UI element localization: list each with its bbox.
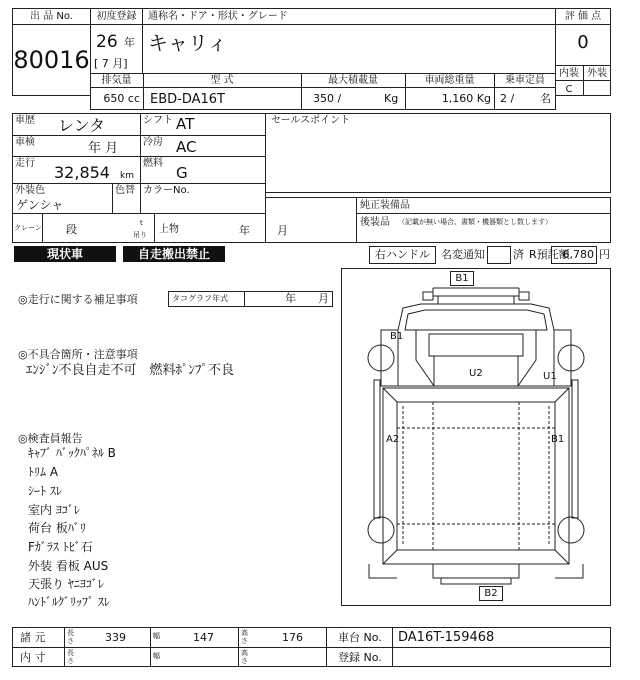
history-label: 車歴 xyxy=(15,115,35,126)
steering-value: 右ハンドル xyxy=(375,248,430,261)
inspector-line: 室内 ﾖｺﾞﾚ xyxy=(28,503,80,517)
mileage-value: 32,854 xyxy=(54,163,110,182)
score-value: 0 xyxy=(577,32,589,53)
height-label: 高さ xyxy=(241,629,248,645)
inspector-line: 外装 看板 AUS xyxy=(28,559,109,573)
displacement-value: 650 cc xyxy=(103,92,140,105)
recycle-label: R預託額 xyxy=(529,248,570,261)
inspector-line: ｷｬﾌﾞ ﾊﾞｯｸﾊﾟﾈﾙ B xyxy=(28,446,116,460)
dimensions-label: 諸 元 xyxy=(20,631,46,644)
first-registration-year: 26 xyxy=(96,32,118,52)
chassis-label: 車台 No. xyxy=(338,631,382,644)
ac-value: AC xyxy=(176,138,197,156)
car-name-label: 通称名・ドア・形状・グレード xyxy=(148,11,288,22)
registration-label: 登録 No. xyxy=(338,651,382,664)
damage-code: U1 xyxy=(543,371,557,382)
tachograph-label: タコグラフ年式 xyxy=(172,294,228,303)
model-value: EBD-DA16T xyxy=(150,92,225,107)
as-is-badge: 現状車 xyxy=(14,246,116,262)
max-load-value: 350 / xyxy=(313,92,342,105)
crane-label: クレーン xyxy=(14,224,42,232)
model-label: 型 式 xyxy=(210,75,234,86)
mileage-label: 走行 xyxy=(15,158,35,169)
max-load-label: 最大積載量 xyxy=(328,75,378,86)
upper-month: 月 xyxy=(277,224,288,237)
interior-grade: C xyxy=(565,84,573,95)
crane-steps: 段 xyxy=(66,223,77,236)
length-value: 339 xyxy=(105,631,126,644)
sales-point-label: セールスポイント xyxy=(271,115,351,126)
width-value: 147 xyxy=(193,631,214,644)
damage-code: B1 xyxy=(551,434,565,445)
upper-year: 年 xyxy=(239,224,250,237)
recycle-amount: 6,780 xyxy=(562,248,594,261)
inspection-value: 年 月 xyxy=(88,141,119,156)
first-registration-month: [ 7 月] xyxy=(94,57,128,70)
history-value: レンタ xyxy=(58,116,105,135)
first-registration-label: 初度登録 xyxy=(96,11,137,22)
max-load-unit: Kg xyxy=(384,92,399,105)
damage-code: A2 xyxy=(386,434,400,445)
inner-length-label: 長さ xyxy=(67,649,74,665)
damage-code: B2 xyxy=(484,588,498,599)
inspector-line: ﾊﾝﾄﾞﾙｸﾞﾘｯﾌﾟ ｽﾚ xyxy=(28,595,110,609)
gross-weight-value: 1,160 Kg xyxy=(441,92,491,105)
name-change-label: 名変通知 xyxy=(441,248,485,261)
inspection-label: 車検 xyxy=(15,137,35,148)
shift-label: シフト xyxy=(143,115,173,126)
inner-height-label: 高さ xyxy=(241,649,248,665)
damage-code: U2 xyxy=(469,368,483,379)
inspector-line: 荷台 板ﾊﾞﾘ xyxy=(28,521,86,535)
details-grid xyxy=(12,113,266,243)
height-value: 176 xyxy=(282,631,303,644)
width-label: 幅 xyxy=(153,632,160,640)
year-unit: 年 xyxy=(124,36,135,49)
aftermarket-note: （記載が無い場合、書類・機器類とし数します） xyxy=(398,218,552,226)
inspector-line: 天張り ﾔﾆﾖｺﾞﾚ xyxy=(28,577,104,591)
rebate-label: 済 xyxy=(513,248,524,261)
length-label: 長さ xyxy=(67,629,74,645)
damage-code: B1 xyxy=(390,331,404,342)
color-number-label: カラーNo. xyxy=(143,185,190,196)
inner-width-label: 幅 xyxy=(153,652,160,660)
capacity-unit: 名 xyxy=(540,92,551,105)
inspector-line: Fｶﾞﾗｽ ﾄﾋﾞ石 xyxy=(28,540,93,554)
color-label: 外装色 xyxy=(15,185,45,196)
interior-label: 内装 xyxy=(559,68,579,79)
ac-label: 冷房 xyxy=(143,137,163,148)
car-name: キャリィ xyxy=(148,31,228,55)
inspector-line: ｼｰﾄ ｽﾚ xyxy=(28,484,62,498)
lot-number-label: 出 品 No. xyxy=(30,11,73,22)
shift-value: AT xyxy=(176,115,195,133)
score-label: 評 価 点 xyxy=(564,11,602,22)
aftermarket-label: 後装品 xyxy=(360,217,390,228)
displacement-label: 排気量 xyxy=(101,75,132,86)
name-change-check xyxy=(487,246,511,264)
exterior-label: 外装 xyxy=(587,68,607,79)
color-value: ゲンシャ xyxy=(16,198,64,212)
fuel-label: 燃料 xyxy=(143,158,163,169)
defects-text: ｴﾝｼﾞﾝ不良自走不可 燃料ﾎﾟﾝﾌﾟ不良 xyxy=(26,363,235,378)
recycle-unit: 円 xyxy=(599,248,610,261)
crane-tons: 吊り xyxy=(133,231,147,239)
inspector-report-title: ◎検査員報告 xyxy=(18,432,83,445)
tachograph-year: 年 xyxy=(285,292,296,305)
inner-dimensions-label: 内 寸 xyxy=(20,651,46,664)
defects-title: ◎不具合箇所・注意事項 xyxy=(18,348,138,361)
gross-weight-label: 車両総重量 xyxy=(424,75,475,86)
lot-number: 80016 xyxy=(13,46,90,74)
crane-tons-unit: t xyxy=(140,219,143,227)
inspector-line: ﾄﾘﾑ A xyxy=(28,465,59,479)
color-change-label: 色替 xyxy=(115,185,135,196)
driving-notes-title: ◎走行に関する補足事項 xyxy=(18,293,138,306)
no-self-drive-badge: 自走搬出禁止 xyxy=(123,246,225,262)
damage-code: B1 xyxy=(455,273,469,284)
fuel-value: G xyxy=(176,164,188,182)
capacity-value: 2 / xyxy=(500,92,515,105)
upper-label: 上物 xyxy=(159,224,179,235)
truck-outline-diagram xyxy=(341,268,611,606)
genuine-equipment-label: 純正装備品 xyxy=(360,200,410,211)
capacity-label: 乗車定員 xyxy=(505,75,545,86)
mileage-unit: km xyxy=(120,171,134,181)
chassis-number: DA16T-159468 xyxy=(398,630,495,645)
tachograph-month: 月 xyxy=(318,292,329,305)
